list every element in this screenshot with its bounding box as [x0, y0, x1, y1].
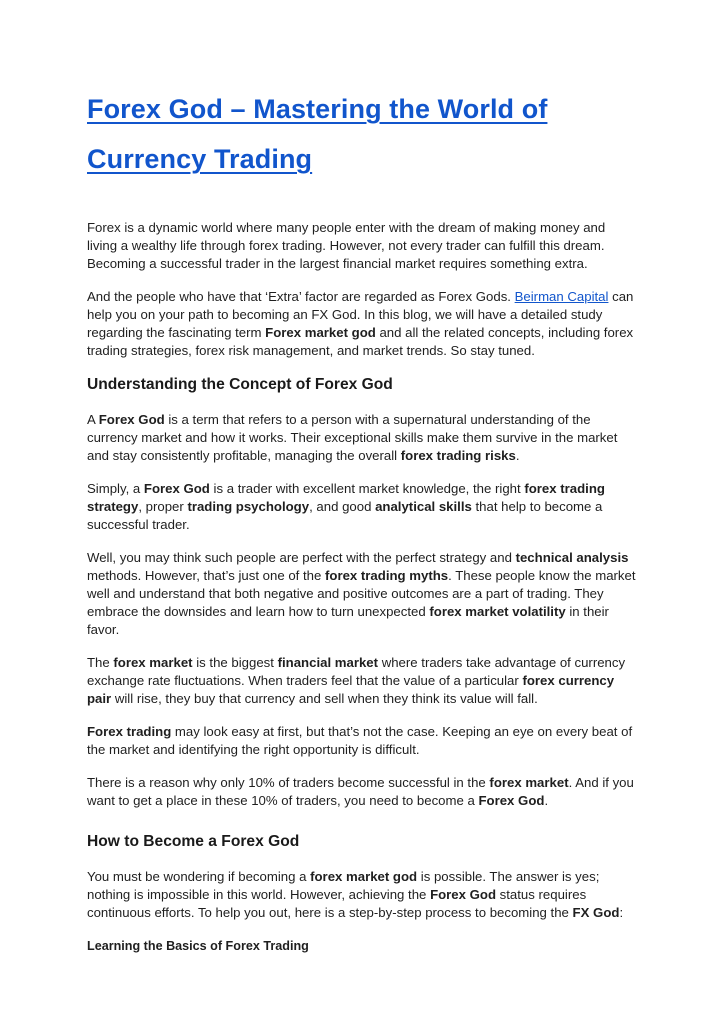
concept-paragraph-5: Forex trading may look easy at first, but that’s not the case. Keeping an eye on every beat of the market and identifying the right opportunity is difficult.	[87, 724, 633, 757]
section-heading-become: How to Become a Forex God	[87, 833, 300, 850]
section-heading-concept: Understanding the Concept of Forex God	[87, 376, 393, 393]
title-link[interactable]: Forex God – Mastering the World of Currency Trading	[87, 94, 548, 174]
concept-paragraph-1: A Forex God is a term that refers to a person with a supernatural understanding of the currency market and how it works. Their exceptional skills make them survive in the market and stay consistently profitable, managing the overall forex trading risks.	[87, 412, 618, 463]
concept-paragraph-2: Simply, a Forex God is a trader with excellent market knowledge, the right forex trading strategy, proper trading psychology, and good analytical skills that help to become a successful trader.	[87, 481, 605, 532]
concept-paragraph-6: There is a reason why only 10% of traders become successful in the forex market. And if you want to get a place in these 10% of traders, you need to become a Forex God.	[87, 775, 634, 808]
beirman-capital-link[interactable]: Beirman Capital	[514, 289, 609, 304]
become-paragraph-1: You must be wondering if becoming a forex market god is possible. The answer is yes; nothing is impossible in this world. However, achieving the Forex God status requires continuous efforts. To help you out, here is a step-by-step process to becoming the FX God:	[87, 869, 624, 920]
subheading-basics: Learning the Basics of Forex Trading	[87, 939, 309, 953]
intro-paragraph-1: Forex is a dynamic world where many people enter with the dream of making money and living a wealthy life through forex trading. However, not every trader can fulfill this dream. Becoming a successful trader in the largest financial market requires something extra.	[87, 220, 606, 271]
intro-paragraph-2: And the people who have that ‘Extra’ factor are regarded as Forex Gods. Beirman Capital can help you on your path to becoming an FX God. In this blog, we will have a detailed study regarding the fascinating term Forex market god and all the related concepts, including forex trading strategies, forex risk management, and market trends. So stay tuned.	[87, 289, 634, 358]
concept-paragraph-3: Well, you may think such people are perfect with the perfect strategy and technical analysis methods. However, that’s just one of the forex trading myths. These people know the market well and understand that both negative and positive outcomes are a part of trading. They embrace the downsides and learn how to turn unexpected forex market volatility in their favor.	[87, 550, 636, 637]
page-title	[87, 84, 636, 184]
concept-paragraph-4: The forex market is the biggest financial market where traders take advantage of currency exchange rate fluctuations. When traders feel that the value of a particular forex currency pair will rise, they buy that currency and sell when they think its value will fall.	[87, 655, 626, 706]
